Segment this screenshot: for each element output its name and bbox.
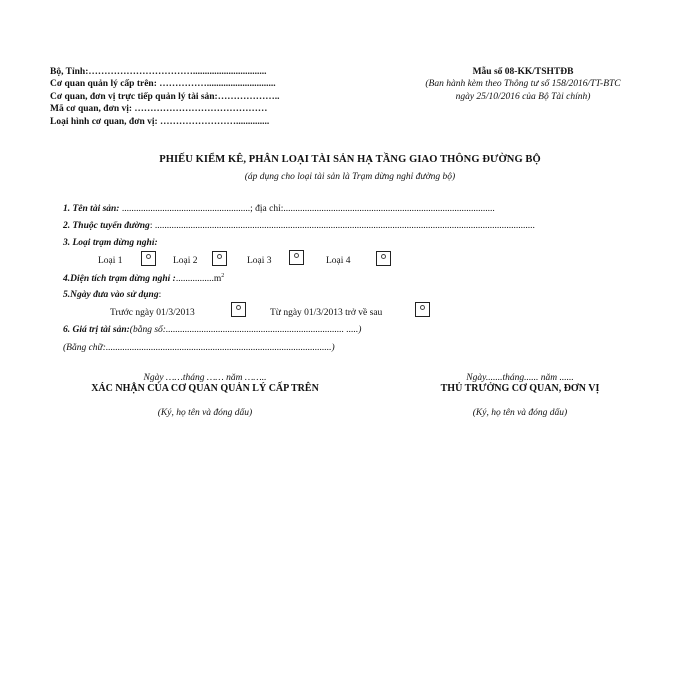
signature-right [405, 373, 635, 418]
after-date-label: Từ ngày 01/3/2013 trở về sau [270, 308, 383, 318]
asset-value-words: (Bằng chữ:...............................................................................................) [63, 343, 335, 353]
agency-code-line: Mã cơ quan, đơn vị: …………………………………… [50, 104, 268, 115]
left-date: Ngày ……tháng …… năm …….. [143, 373, 267, 383]
usage-date-colon: : [158, 290, 162, 300]
left-note: (Ký, họ tên và đóng dấu) [157, 408, 253, 418]
asset-name-label: 1. Tên tài sản: [63, 204, 120, 214]
form-subtitle: (áp dụng cho loại tài sản là Trạm dừng nghỉ đường bộ) [244, 172, 456, 182]
type-2-checkbox[interactable] [212, 251, 227, 266]
before-date-checkbox[interactable] [231, 302, 246, 317]
route-label: 2. Thuộc tuyến đường [63, 221, 150, 231]
type-4-checkbox[interactable] [376, 251, 391, 266]
ministry-line: Bộ, Tỉnh:……………………………............................... [50, 67, 267, 77]
type-1-checkbox[interactable] [141, 251, 156, 266]
type-3-label: Loại 3 [247, 256, 272, 266]
route-dots: : ................................................................................................................................................................ [149, 221, 535, 231]
area-label: 4.Diện tích trạm dừng nghỉ : [63, 274, 176, 285]
type-4-label: Loại 4 [326, 256, 351, 266]
field-route [63, 221, 535, 231]
field-station-type [63, 238, 158, 248]
station-type-label: 3. Loại trạm dừng nghỉ: [63, 238, 158, 248]
type-1-label: Loại 1 [98, 256, 123, 266]
form-code: Mẫu số 08-KK/TSHTĐB [472, 67, 574, 77]
left-role: XÁC NHẬN CỦA CƠ QUAN QUẢN LÝ CẤP TRÊN [91, 383, 319, 394]
managing-agency-line: Cơ quan, đơn vị trực tiếp quản lý tài sản:……………….. [50, 91, 280, 102]
field-usage-date [63, 290, 161, 300]
field-asset-name [63, 204, 495, 214]
asset-value-label: 6. Giá trị tài sản: [63, 325, 130, 335]
issued-date: ngày 25/10/2016 của Bộ Tài chính) [455, 91, 591, 102]
superior-agency-line: Cơ quan quản lý cấp trên: ……………............................. [50, 79, 276, 90]
right-date: Ngày.......tháng...... năm ...... [466, 373, 574, 383]
agency-type-line: Loại hình cơ quan, đơn vị: …………………….............. [50, 116, 270, 127]
field-asset-value [63, 325, 361, 335]
signature-left [60, 373, 350, 418]
asset-name-dots: ......................................................; địa chỉ:......................................................................................... [119, 204, 495, 214]
issued-by: (Ban hành kèm theo Thông tư số 158/2016/TT-BTC [425, 79, 621, 90]
after-date-checkbox[interactable] [415, 302, 430, 317]
area-dots: ................m [175, 274, 222, 285]
type-3-checkbox[interactable] [289, 250, 304, 265]
area-unit-sup: 2 [221, 273, 225, 279]
right-note: (Ký, họ tên và đóng dấu) [472, 408, 568, 418]
usage-date-label: 5.Ngày đưa vào sử dụng [63, 290, 159, 300]
before-date-label: Trước ngày 01/3/2013 [110, 308, 195, 318]
right-role: THỦ TRƯỞNG CƠ QUAN, ĐƠN VỊ [440, 383, 600, 394]
field-area [63, 273, 224, 284]
asset-value-number: (bằng số:........................................................................... .....) [129, 325, 362, 335]
header-left [50, 66, 279, 128]
header-right [408, 66, 638, 103]
type-2-label: Loại 2 [173, 256, 198, 266]
form-title: PHIẾU KIỂM KÊ, PHÂN LOẠI TÀI SẢN HẠ TẦNG GIAO THÔNG ĐƯỜNG BỘ [159, 154, 541, 165]
